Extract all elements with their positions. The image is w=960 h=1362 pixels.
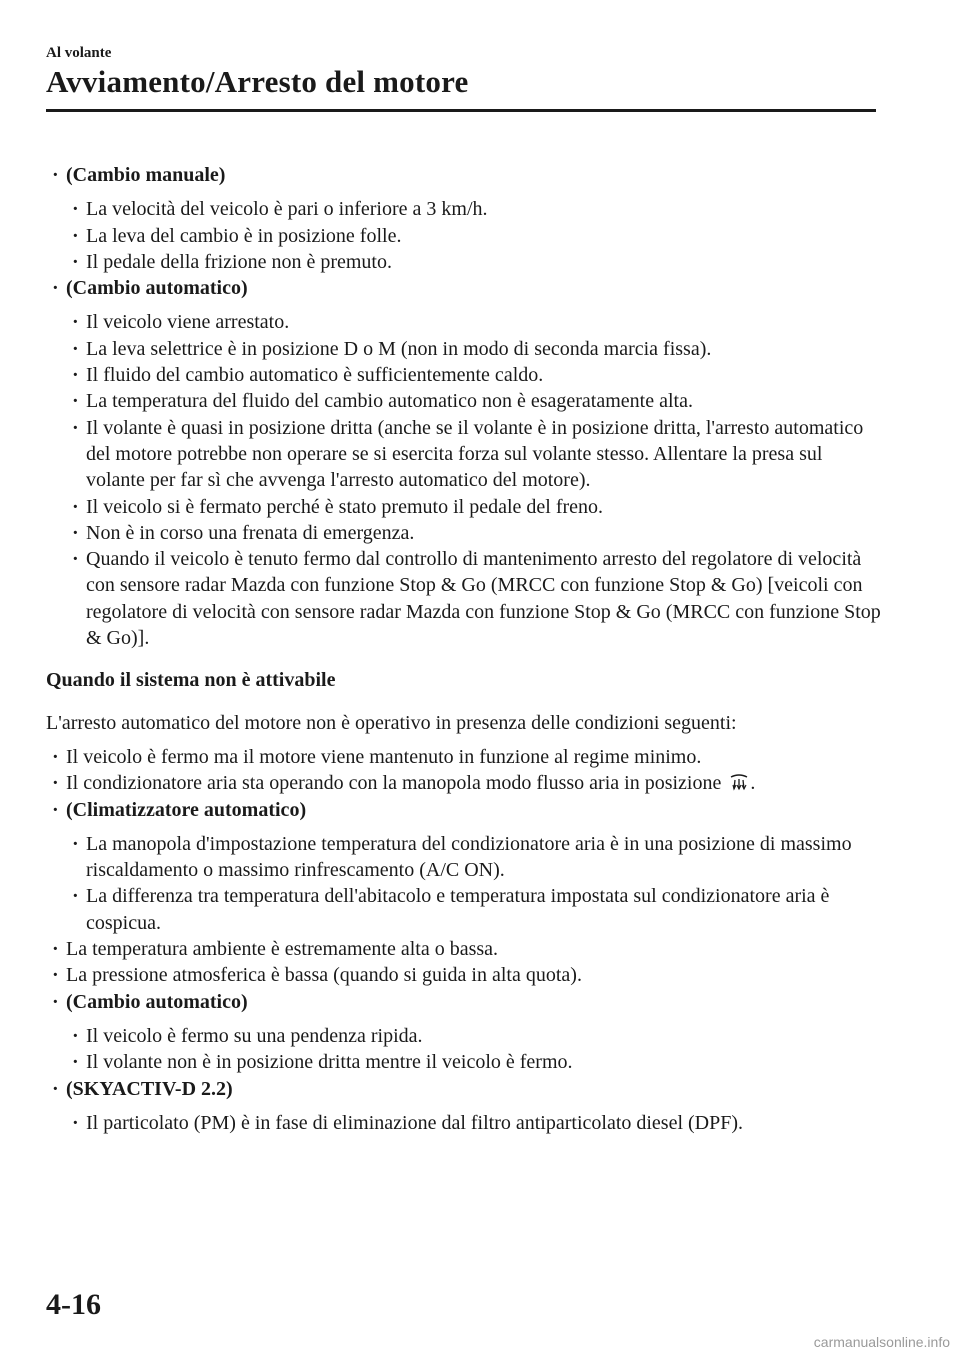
list-item: · Il veicolo è fermo ma il motore viene mantenuto in funzione al regime minimo. (46, 744, 882, 770)
list-item: · Non è in corso una frenata di emergenza. (66, 520, 882, 546)
list-item: · Il veicolo viene arrestato. (66, 309, 882, 335)
list-item: · (SKYACTIV-D 2.2) (46, 1076, 882, 1102)
sublist (66, 309, 882, 651)
section-label: Al volante (46, 45, 112, 61)
list-item (46, 770, 882, 796)
page-header (46, 44, 876, 100)
list-item: · La manopola d'impostazione temperatura del condizionatore aria è in una posizione di massimo riscaldamento o massimo rinfrescamento (A/C ON). (66, 831, 882, 884)
list-item: · La temperatura del fluido del cambio automatico non è esageratamente alta. (66, 388, 882, 414)
list-item-end: . (750, 772, 756, 795)
condition-list (46, 744, 882, 1136)
list-item-text: Il condizionatore aria sta operando con la manopola modo flusso aria in posizione (66, 772, 722, 795)
sublist (66, 1110, 882, 1136)
subsection-heading: Quando il sistema non è attivabile (46, 669, 336, 692)
list-item: · Il pedale della frizione non è premuto. (66, 249, 882, 275)
list-item: · Il fluido del cambio automatico è sufficientemente caldo. (66, 362, 882, 388)
list-item: · Il volante non è in posizione dritta mentre il veicolo è fermo. (66, 1049, 882, 1075)
list-item: · (Cambio automatico) (46, 275, 882, 301)
windshield-defrost-icon (728, 773, 750, 791)
sublist (66, 196, 882, 275)
list-item: · La temperatura ambiente è estremamente alta o bassa. (46, 936, 882, 962)
page-number: 4-16 (46, 1288, 101, 1321)
list-item: · Il veicolo si è fermato perché è stato premuto il pedale del freno. (66, 494, 882, 520)
list-item: · Quando il veicolo è tenuto fermo dal controllo di mantenimento arresto del regolatore di velocità con sensore radar Mazda con funzione Stop & Go (MRCC con funzione Stop & Go) [veicoli con regolatore di velocità con sensore radar Mazda con funzione Stop & Go (MRCC con funzione Stop & Go)]. (66, 546, 882, 651)
list-item: · La differenza tra temperatura dell'abitacolo e temperatura impostata sul condizionatore aria è cospicua. (66, 883, 882, 936)
list-item: · Il veicolo è fermo su una pendenza ripida. (66, 1023, 882, 1049)
sublist (66, 1023, 882, 1076)
page-title: Avviamento/Arresto del motore (46, 64, 469, 99)
list-item: · Il particolato (PM) è in fase di eliminazione dal filtro antiparticolato diesel (DPF). (66, 1110, 882, 1136)
list-item: · (Cambio automatico) (46, 989, 882, 1015)
list-item: · La leva selettrice è in posizione D o M (non in modo di seconda marcia fissa). (66, 336, 882, 362)
main-content (46, 162, 882, 1136)
list-item: · Il volante è quasi in posizione dritta (anche se il volante è in posizione dritta, l'arresto automatico del motore potrebbe non operare se si esercita forza sul volante stesso. Allentare la presa sul volante per far sì che avvenga l'arresto automatico del motore). (66, 415, 882, 494)
header-rule (46, 109, 876, 112)
list-item: · La velocità del veicolo è pari o inferiore a 3 km/h. (66, 196, 882, 222)
watermark: carmanualsonline.info (813, 1334, 950, 1350)
list-item: · (Cambio manuale) (46, 162, 882, 188)
sublist (66, 831, 882, 936)
list-item: · (Climatizzatore automatico) (46, 797, 882, 823)
list-item: · La leva del cambio è in posizione folle. (66, 223, 882, 249)
list-item: · La pressione atmosferica è bassa (quando si guida in alta quota). (46, 962, 882, 988)
intro-paragraph: L'arresto automatico del motore non è operativo in presenza delle condizioni seguenti: (46, 711, 737, 734)
